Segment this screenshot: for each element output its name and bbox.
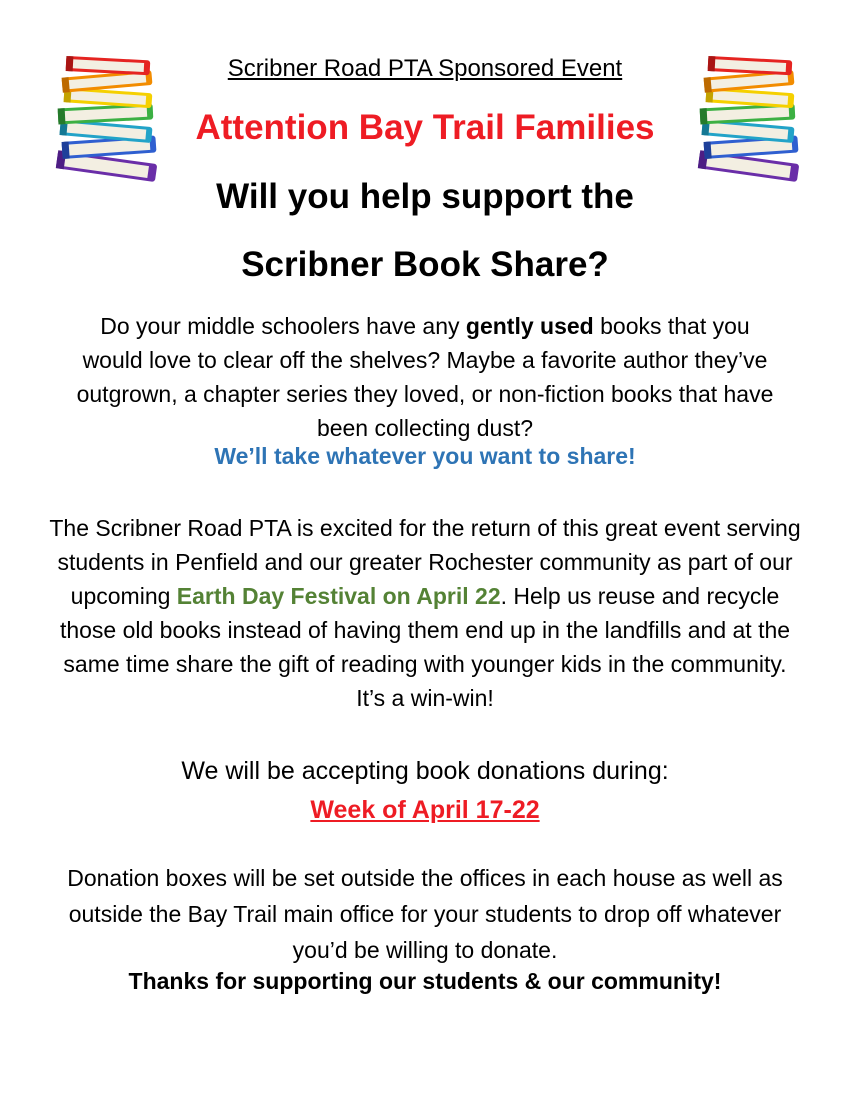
attention-heading: Attention Bay Trail Families xyxy=(195,108,655,147)
accepting-line: We will be accepting book donations during: xyxy=(181,757,669,785)
thanks-line: Thanks for supporting our students & our community! xyxy=(128,968,722,994)
donation-week: Week of April 17-22 xyxy=(310,796,540,824)
earth-day-highlight: Earth Day Festival on April 22 xyxy=(176,583,501,609)
headline-line-1: Will you help support the xyxy=(216,177,634,216)
dropoff-paragraph: Donation boxes will be set outside the offices in each house as well as outside the Bay Trail main office for your students to drop off whatever you’d be willing to donate. xyxy=(67,865,783,963)
share-highlight: We’ll take whatever you want to share! xyxy=(214,443,636,469)
event-text-before: The Scribner Road PTA is excited for the return of this great event serving students in Penfield and our greater Rochester community as part of our upcoming xyxy=(49,515,801,609)
intro-paragraph xyxy=(0,309,850,445)
intro-text-before: Do your middle schoolers have any xyxy=(100,313,466,339)
headline-line-2: Scribner Book Share? xyxy=(241,245,609,284)
intro-text-after: books that you would love to clear off the shelves? Maybe a favorite author they’ve outgrown, a chapter series they loved, or non-fiction books that have been collecting dust? xyxy=(76,313,774,441)
event-paragraph xyxy=(0,511,850,715)
sponsor-line: Scribner Road PTA Sponsored Event xyxy=(227,55,623,82)
event-text-after: . Help us reuse and recycle those old books instead of having them end up in the landfills and at the same time share the gift of reading with younger kids in the community. It’s a win-win! xyxy=(59,583,791,711)
intro-text-bold: gently used xyxy=(465,313,594,339)
